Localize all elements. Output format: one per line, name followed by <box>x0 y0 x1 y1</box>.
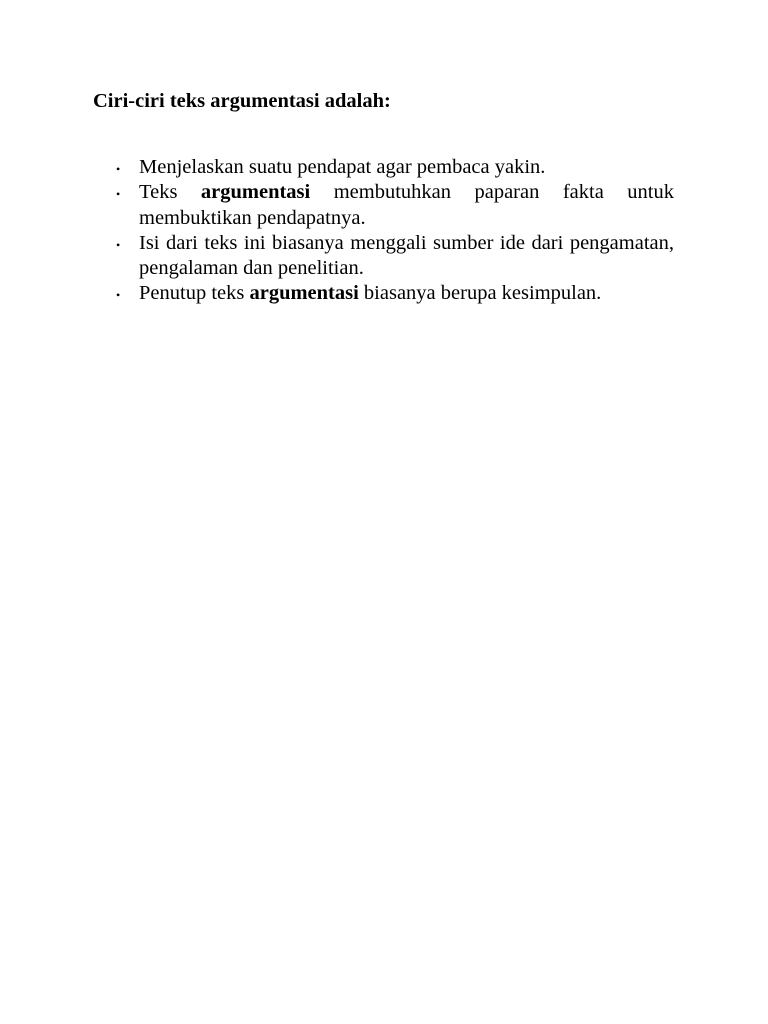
list-item-text-before: Penutup teks <box>139 282 250 305</box>
document-heading: Ciri-ciri teks argumentasi adalah: <box>93 90 391 112</box>
bullet-icon: • <box>116 162 121 176</box>
list-item <box>116 180 674 231</box>
list-item-text-after: biasanya berupa kesimpulan. <box>358 282 602 305</box>
list-item-text-before: Isi dari teks ini biasanya menggali sumber ide dari pengamatan, pengalaman dan penelitian. <box>139 231 674 280</box>
list-item-text-after: membutuhkan paparan fakta untuk membuktikan pendapatnya. <box>139 181 674 229</box>
bullet-icon: • <box>116 288 121 303</box>
list-item-text-bold: argumentasi <box>200 181 311 204</box>
bullet-icon: • <box>116 187 121 202</box>
list-item-text <box>139 232 674 279</box>
list-item-text-before: Teks <box>139 181 201 204</box>
list-item-text-bold: argumentasi <box>249 282 359 305</box>
list-item <box>116 281 674 306</box>
list-item-text <box>139 282 601 304</box>
list-item <box>116 155 674 180</box>
bullet-icon: • <box>116 237 121 252</box>
characteristics-list <box>116 155 674 307</box>
list-item <box>116 231 674 282</box>
list-item-text <box>139 181 674 228</box>
list-item-text-before: Menjelaskan suatu pendapat agar pembaca yakin. <box>139 156 546 178</box>
list-item-text <box>139 156 545 178</box>
